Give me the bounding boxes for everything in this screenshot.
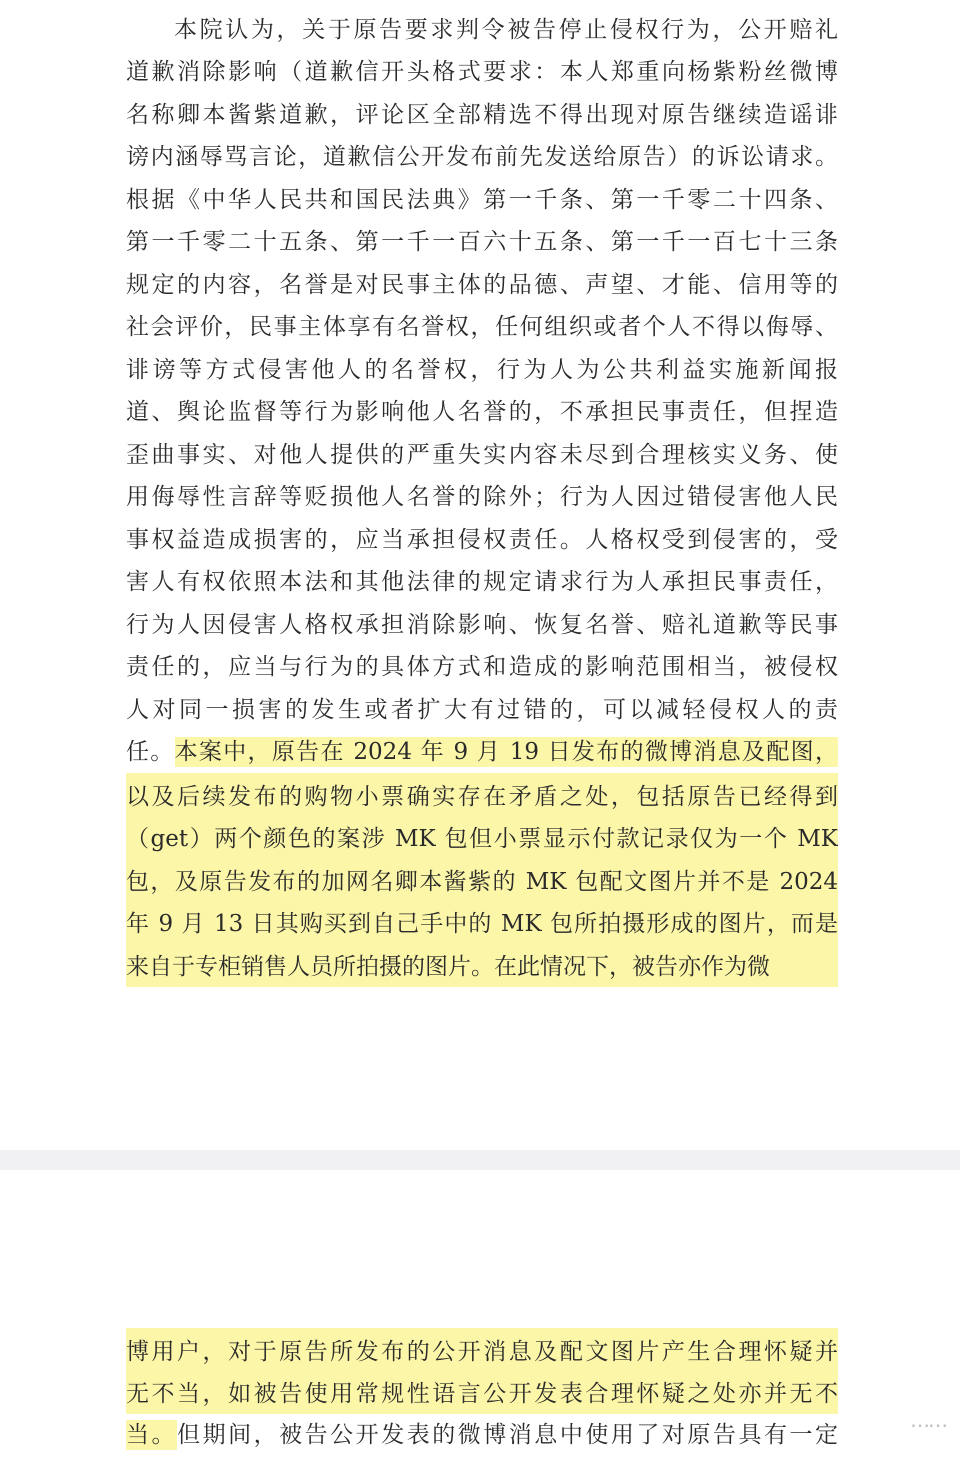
- text-line: 用侮辱性言辞等贬损他人名誉的除外；行为人因过错侵害他人民: [126, 484, 838, 510]
- text-line: [126, 943, 838, 987]
- highlighted-text: 当。: [126, 1422, 178, 1448]
- text-line: 社会评价，民事主体享有名誉权，任何组织或者个人不得以侮辱、: [126, 314, 838, 340]
- highlighted-text: 来自于专柜销售人员所拍摄的图片。在此情况下，被告亦作为微: [126, 943, 838, 987]
- text-line: 歪曲事实、对他人提供的严重失实内容未尽到合理核实义务、使: [126, 442, 838, 468]
- text-line: 第一千零二十五条、第一千一百六十五条、第一千一百七十三条: [126, 229, 838, 255]
- text-line: 名称卿本酱紫道歉，评论区全部精选不得出现对原告继续造谣诽: [126, 102, 838, 128]
- highlighted-text: 本案中，原告在 2024 年 9 月 19 日发布的微博消息及配图，: [174, 739, 838, 765]
- text-line: [126, 815, 838, 859]
- text-line: 规定的内容，名誉是对民事主体的品德、声望、才能、信用等的: [126, 272, 838, 298]
- text-line: 害人有权依照本法和其他法律的规定请求行为人承担民事责任，: [126, 569, 838, 595]
- text-line: [126, 730, 838, 774]
- highlighted-text: 以及后续发布的购物小票确实存在矛盾之处，包括原告已经得到: [126, 773, 838, 817]
- text-line: [126, 1413, 838, 1457]
- text-line: [126, 773, 838, 817]
- text-line: [126, 858, 838, 902]
- text-plain: 任。: [126, 739, 175, 765]
- text-line: 道、舆论监督等行为影响他人名誉的，不承担民事责任，但捏造: [126, 399, 838, 425]
- text-line: 人对同一损害的发生或者扩大有过错的，可以减轻侵权人的责: [126, 697, 838, 723]
- highlighted-text: 博用户，对于原告所发布的公开消息及配文图片产生合理怀疑并: [126, 1328, 838, 1372]
- highlighted-text: （get）两个颜色的案涉 MK 包但小票显示付款记录仅为一个 MK: [126, 815, 838, 859]
- highlighted-text: 包，及原告发布的加网名卿本酱紫的 MK 包配文图片并不是 2024: [126, 858, 838, 902]
- text-line: [126, 1370, 838, 1414]
- text-line: 事权益造成损害的，应当承担侵权责任。人格权受到侵害的，受: [126, 527, 838, 553]
- text-line: [126, 900, 838, 944]
- page-separator: [0, 1150, 960, 1170]
- text-line: 本院认为，关于原告要求判令被告停止侵权行为，公开赔礼: [174, 17, 838, 43]
- text-line: 诽谤等方式侵害他人的名誉权，行为人为公共利益实施新闻报: [126, 357, 838, 383]
- highlighted-text: 年 9 月 13 日其购买到自己手中的 MK 包所拍摄形成的图片，而是: [126, 900, 838, 944]
- text-line: 行为人因侵害人格权承担消除影响、恢复名誉、赔礼道歉等民事: [126, 612, 838, 638]
- highlighted-text: 无不当，如被告使用常规性语言公开发表合理怀疑之处亦并无不: [126, 1370, 838, 1414]
- text-line: 根据《中华人民共和国民法典》第一千条、第一千零二十四条、: [126, 187, 838, 213]
- watermark: ⋯⋯: [910, 1413, 946, 1437]
- text-line: 谤内涵辱骂言论，道歉信公开发布前先发送给原告）的诉讼请求。: [126, 144, 838, 170]
- text-line: [126, 1328, 838, 1372]
- text-line: 道歉消除影响（道歉信开头格式要求：本人郑重向杨紫粉丝微博: [126, 59, 838, 85]
- text-line: 责任的，应当与行为的具体方式和造成的影响范围相当，被侵权: [126, 654, 838, 680]
- text-plain: 但期间，被告公开发表的微博消息中使用了对原告具有一定: [177, 1422, 838, 1448]
